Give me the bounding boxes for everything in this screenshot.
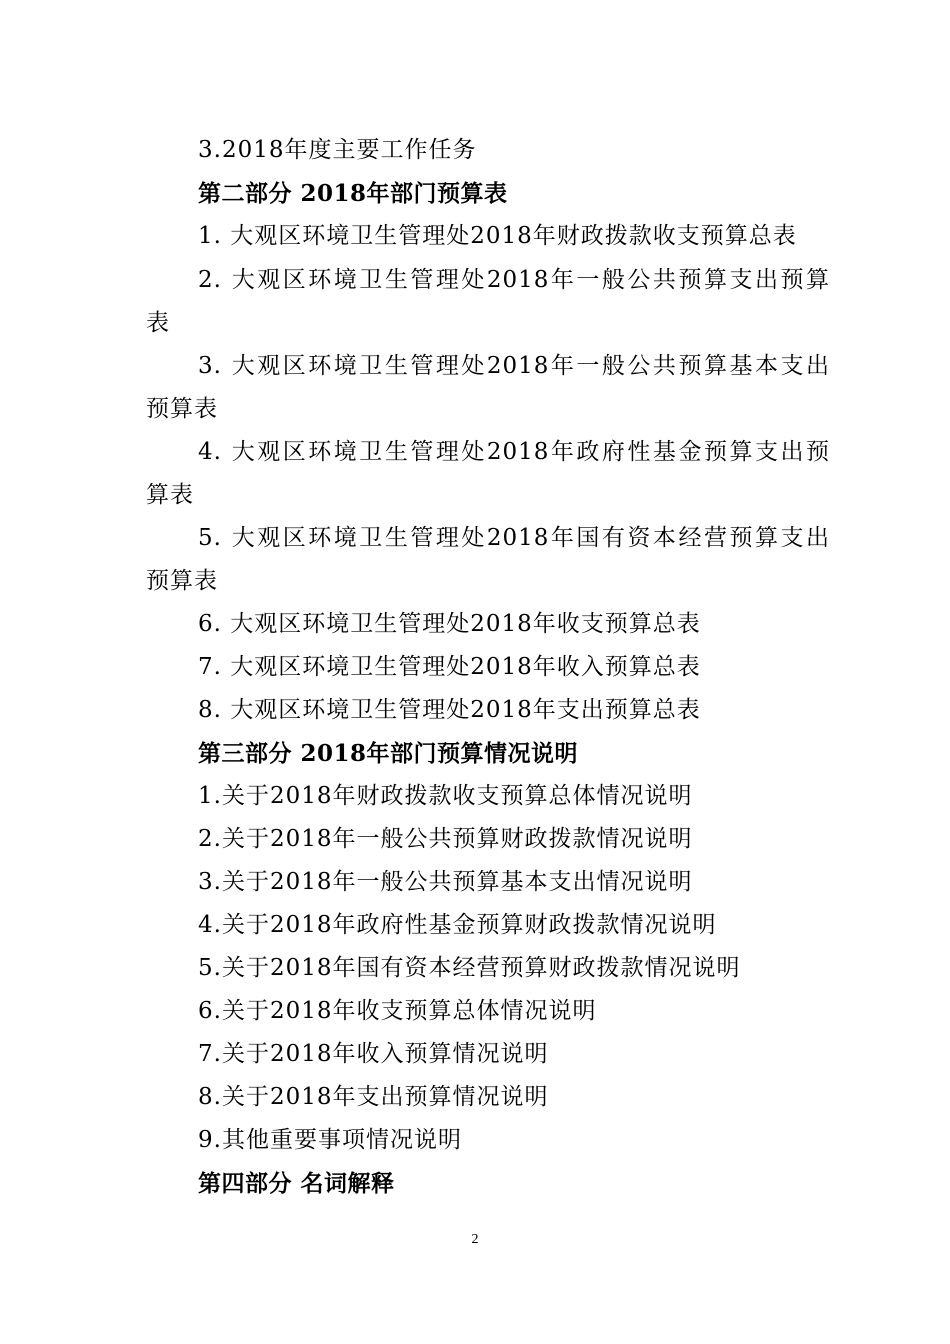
toc-item: 8. 大观区环境卫生管理处2018年支出预算总表 bbox=[198, 697, 701, 723]
toc-item: 4. 大观区环境卫生管理处2018年政府性基金预算支出预 bbox=[198, 439, 830, 465]
toc-item: 7.关于2018年收入预算情况说明 bbox=[198, 1041, 549, 1067]
toc-item: 4.关于2018年政府性基金预算财政拨款情况说明 bbox=[198, 912, 717, 938]
toc-item: 7. 大观区环境卫生管理处2018年收入预算总表 bbox=[198, 654, 701, 680]
toc-item: 2.关于2018年一般公共预算财政拨款情况说明 bbox=[198, 826, 693, 852]
page-number: 2 bbox=[471, 1232, 479, 1247]
toc-item: 1. 大观区环境卫生管理处2018年财政拨款收支预算总表 bbox=[198, 223, 797, 249]
section-heading: 第四部分 名词解释 bbox=[198, 1170, 395, 1197]
toc-item-continuation: 表 bbox=[146, 310, 170, 336]
toc-item: 9.其他重要事项情况说明 bbox=[198, 1127, 462, 1153]
toc-item: 3.2018年度主要工作任务 bbox=[198, 137, 477, 163]
toc-item: 1.关于2018年财政拨款收支预算总体情况说明 bbox=[198, 783, 693, 809]
toc-item: 6.关于2018年收支预算总体情况说明 bbox=[198, 998, 597, 1024]
section-heading: 第二部分 2018年部门预算表 bbox=[198, 180, 508, 207]
toc-item: 6. 大观区环境卫生管理处2018年收支预算总表 bbox=[198, 611, 701, 637]
toc-item: 3. 大观区环境卫生管理处2018年一般公共预算基本支出 bbox=[198, 353, 830, 379]
toc-item: 2. 大观区环境卫生管理处2018年一般公共预算支出预算 bbox=[198, 267, 830, 293]
toc-item: 3.关于2018年一般公共预算基本支出情况说明 bbox=[198, 869, 693, 895]
toc-item: 8.关于2018年支出预算情况说明 bbox=[198, 1084, 549, 1110]
toc-item: 5. 大观区环境卫生管理处2018年国有资本经营预算支出 bbox=[198, 525, 830, 551]
toc-item: 5.关于2018年国有资本经营预算财政拨款情况说明 bbox=[198, 955, 741, 981]
toc-item-continuation: 预算表 bbox=[146, 568, 218, 594]
toc-item-continuation: 算表 bbox=[146, 482, 194, 508]
section-heading: 第三部分 2018年部门预算情况说明 bbox=[198, 740, 579, 767]
toc-item-continuation: 预算表 bbox=[146, 396, 218, 422]
